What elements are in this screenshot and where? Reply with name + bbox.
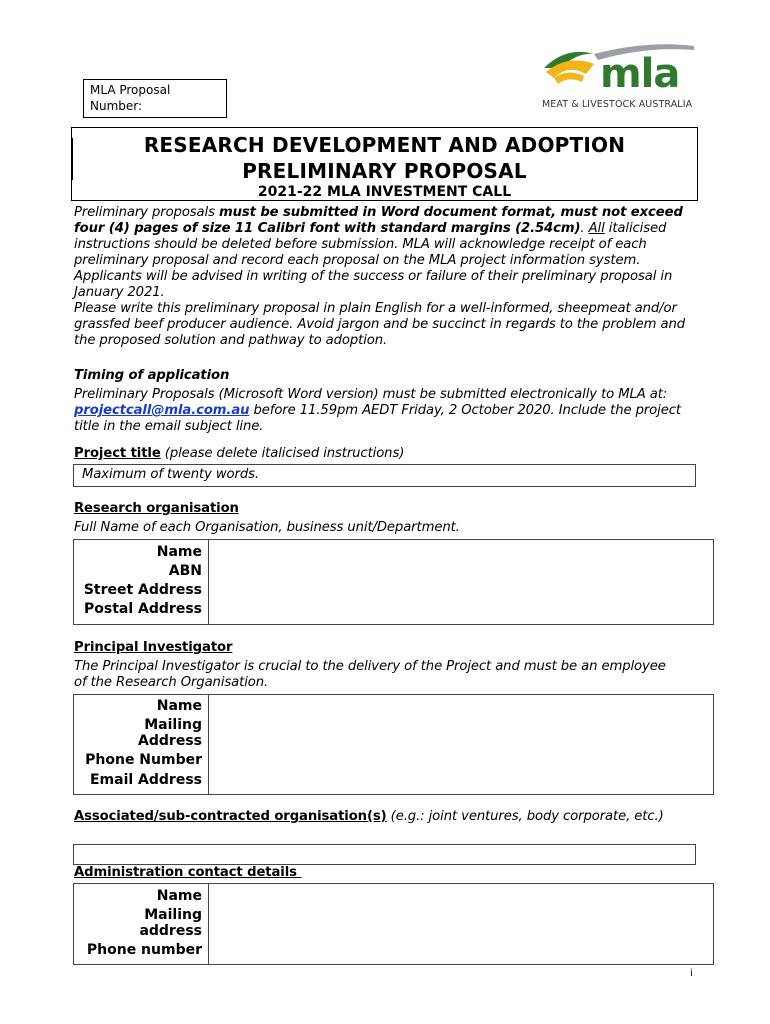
- pi-input-area[interactable]: [209, 695, 713, 794]
- intro-paragraph-1: Preliminary proposals must be submitted in Word document format, must not exceed four (4) pages of size 11 Calibri font with standard margins (2.54cm). All italicised instructions should be deleted before submission. MLA will acknowledge receipt of each preliminary proposal and record each proposal on the MLA project information system. Applicants will be advised in writing of the success or failure of their preliminary proposal in January 2021.: [74, 205, 683, 300]
- associated-heading: Associated/sub-contracted organisation(s): [74, 809, 387, 824]
- admin-mailing-label-1: Mailing: [144, 907, 202, 923]
- timing-text: Preliminary Proposals (Microsoft Word version) must be submitted electronically to MLA at: projectcall@mla.com.au before 11.59pm AEDT Friday, 2 October 2020. Include the project title in the email subject line.: [74, 387, 681, 434]
- proposal-number-box[interactable]: [83, 79, 227, 118]
- mla-tagline: MEAT & LIVESTOCK AUSTRALIA: [542, 99, 693, 110]
- mla-wordmark: mla: [600, 51, 680, 97]
- pi-mailing-label-1: Mailing: [144, 717, 202, 733]
- project-title-heading-row: [74, 446, 404, 462]
- research-org-instruction: Full Name of each Organisation, business unit/Department.: [74, 520, 460, 535]
- project-call-email-link[interactable]: projectcall@mla.com.au: [74, 403, 250, 418]
- admin-heading: Administration contact details: [74, 865, 302, 880]
- research-org-input-area[interactable]: [209, 540, 713, 624]
- pi-instruction: The Principal Investigator is crucial to the delivery of the Project and must be an employee of the Research Organisation.: [74, 659, 666, 690]
- pi-phone-label: Phone Number: [85, 752, 202, 768]
- intro-all: All: [588, 221, 605, 236]
- associated-heading-row: [74, 809, 694, 825]
- pi-email-label: Email Address: [89, 772, 202, 788]
- admin-mailing-label-2: address: [139, 923, 202, 939]
- admin-input-area[interactable]: [209, 884, 713, 964]
- proposal-number-label-line2: Number:: [90, 99, 143, 113]
- associated-input[interactable]: [73, 844, 696, 865]
- page-number: i: [690, 968, 693, 979]
- title-line-1: RESEARCH DEVELOPMENT AND ADOPTION: [143, 133, 626, 157]
- research-org-postal-label: Postal Address: [84, 601, 202, 617]
- admin-name-label: Name: [156, 888, 202, 904]
- admin-phone-label: Phone number: [86, 942, 202, 958]
- research-org-abn-label: ABN: [168, 563, 202, 579]
- project-title-input[interactable]: [73, 464, 696, 487]
- admin-table: [73, 883, 714, 965]
- project-title-note: (please delete italicised instructions): [160, 446, 405, 461]
- timing-heading: Timing of application: [74, 368, 230, 383]
- research-org-table: [73, 539, 714, 625]
- research-org-name-label: Name: [156, 544, 202, 560]
- research-org-street-label: Street Address: [83, 582, 202, 598]
- intro-paragraph-2: Please write this preliminary proposal in plain English for a well-informed, sheepmeat and/or grassfed beef producer audience. Avoid jargon and be succinct in regards to the problem and the proposed solution and pathway to adoption.: [74, 301, 686, 348]
- project-title-heading: Project title: [74, 446, 161, 461]
- pi-table: [73, 694, 714, 795]
- title-line-2: PRELIMINARY PROPOSAL: [242, 159, 527, 183]
- intro-emphasis: must be submitted in Word document format, must not exceed four (4) pages of size 11 Calibri font with standard margins (2.54cm): [74, 205, 683, 236]
- research-org-heading: Research organisation: [74, 501, 239, 516]
- pi-name-label: Name: [156, 698, 202, 714]
- title-box: [71, 127, 698, 201]
- title-line-3: 2021-22 MLA INVESTMENT CALL: [257, 184, 512, 200]
- proposal-number-label-line1: MLA Proposal: [90, 83, 171, 97]
- mla-logo: [538, 42, 700, 114]
- pi-mailing-label-2: Address: [138, 733, 202, 749]
- pi-heading: Principal Investigator: [74, 640, 233, 655]
- associated-note: (e.g.: joint ventures, body corporate, etc.): [386, 809, 664, 824]
- project-title-placeholder: Maximum of twenty words.: [82, 467, 259, 482]
